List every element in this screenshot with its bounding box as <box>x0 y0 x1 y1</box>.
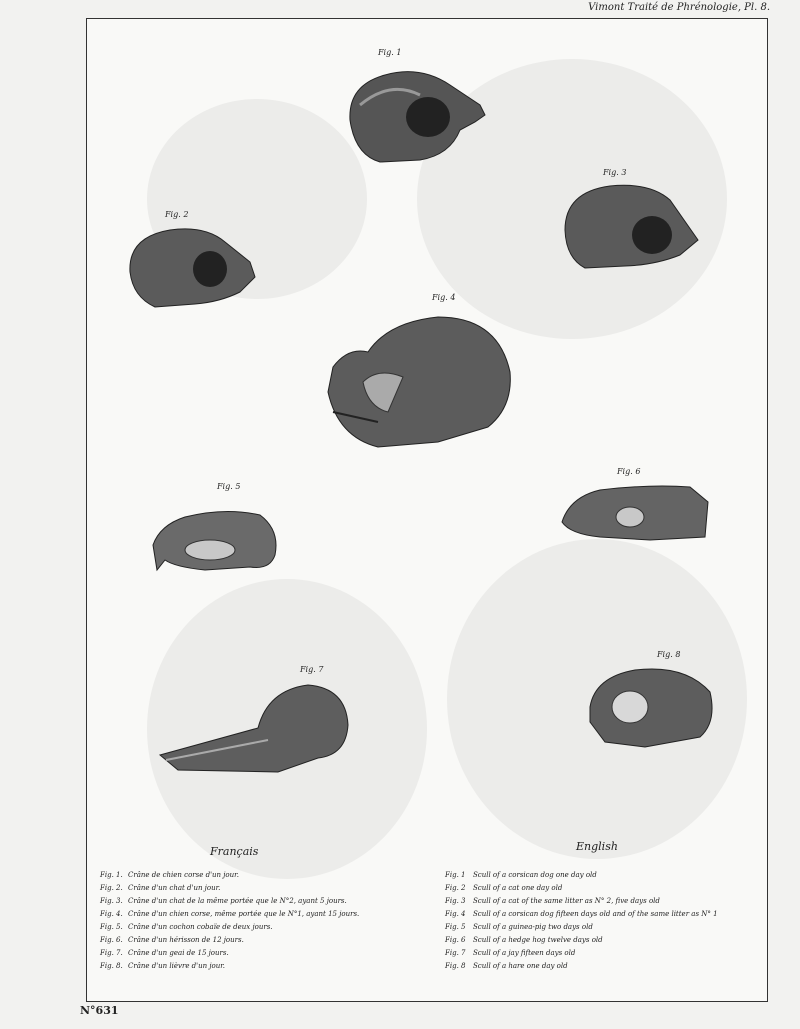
legend-text: Scull of a corsican dog fifteen days old and of the same litter as N° 1 <box>473 909 718 918</box>
legend-fig: Fig. 2 <box>445 883 466 892</box>
fig-6-label: Fig. 6 <box>617 467 641 476</box>
legend-text: Crâne d'un geai de 15 jours. <box>128 948 229 957</box>
fig-5-label: Fig. 5 <box>217 482 241 491</box>
legend-text: Crâne d'un hérisson de 12 jours. <box>128 935 244 944</box>
skull-fig-1 <box>340 60 490 170</box>
skull-fig-7 <box>158 680 353 775</box>
legend-text: Crâne d'un cochon cobaïe de deux jours. <box>128 922 273 931</box>
legend-row <box>445 907 785 920</box>
legend-fig: Fig. 4. <box>100 909 123 918</box>
legend-fig: Fig. 2. <box>100 883 123 892</box>
fig-7-label: Fig. 7 <box>300 665 324 674</box>
legend-text: Crâne d'un chien corse, même portée que le N°1, ayant 15 jours. <box>128 909 360 918</box>
legend-row <box>100 907 440 920</box>
legend-fig: Fig. 6 <box>445 935 466 944</box>
legend-row <box>100 881 440 894</box>
legend-text: Scull of a hare one day old <box>473 961 568 970</box>
fig-8-label: Fig. 8 <box>657 650 681 659</box>
legend-row <box>445 881 785 894</box>
legend-row <box>445 868 785 881</box>
legend-text: Scull of a hedge hog twelve days old <box>473 935 603 944</box>
legend-text: Scull of a cat one day old <box>473 883 563 892</box>
fig-1-label: Fig. 1 <box>378 48 402 57</box>
legend-fig: Fig. 5 <box>445 922 466 931</box>
legend-francais-title: Français <box>210 845 259 858</box>
legend-text: Crâne d'un chat d'un jour. <box>128 883 221 892</box>
legend-text: Crâne d'un chat de la même portée que le N°2, ayant 5 jours. <box>128 896 347 905</box>
legend-fig: Fig. 7 <box>445 948 466 957</box>
legend-text: Scull of a guinea-pig two days old <box>473 922 593 931</box>
legend-fig: Fig. 7. <box>100 948 123 957</box>
legend-text: Crâne de chien corse d'un jour. <box>128 870 239 879</box>
legend-fig: Fig. 5. <box>100 922 123 931</box>
legend-fig: Fig. 4 <box>445 909 466 918</box>
legend-row <box>445 959 785 972</box>
legend-fig: Fig. 1 <box>445 870 466 879</box>
legend-text: Crâne d'un lièvre d'un jour. <box>128 961 226 970</box>
legend-row <box>445 894 785 907</box>
legend-text: Scull of a corsican dog one day old <box>473 870 597 879</box>
legend-row <box>445 933 785 946</box>
legend-row <box>445 946 785 959</box>
legend-fig: Fig. 8. <box>100 961 123 970</box>
fig-2-label: Fig. 2 <box>165 210 189 219</box>
skull-fig-2 <box>125 222 260 312</box>
legend-text: Scull of a cat of the same litter as N° 2, five days old <box>473 896 660 905</box>
legend-text: Scull of a jay fifteen days old <box>473 948 576 957</box>
legend-row <box>445 920 785 933</box>
legend-fig: Fig. 3 <box>445 896 466 905</box>
legend-row <box>100 933 440 946</box>
skull-fig-3 <box>560 180 705 275</box>
fig-4-label: Fig. 4 <box>432 293 456 302</box>
skull-fig-4 <box>318 312 518 452</box>
legend-fig: Fig. 3. <box>100 896 123 905</box>
skull-fig-8 <box>585 662 720 752</box>
legend-english-title: English <box>576 840 618 853</box>
legend-fig: Fig. 1. <box>100 870 123 879</box>
legend-row <box>100 920 440 933</box>
legend-english <box>445 868 785 972</box>
plate-header: Vimont Traité de Phrénologie, Pl. 8. <box>588 2 770 13</box>
legend-row <box>100 959 440 972</box>
fig-3-label: Fig. 3 <box>603 168 627 177</box>
legend-fig: Fig. 6. <box>100 935 123 944</box>
legend-francais <box>100 868 440 972</box>
skull-fig-6 <box>560 482 710 547</box>
skull-fig-5 <box>145 505 285 580</box>
legend-row <box>100 946 440 959</box>
legend-row <box>100 868 440 881</box>
legend-row <box>100 894 440 907</box>
legend-fig: Fig. 8 <box>445 961 466 970</box>
plate-number: N°631 <box>80 1004 119 1017</box>
